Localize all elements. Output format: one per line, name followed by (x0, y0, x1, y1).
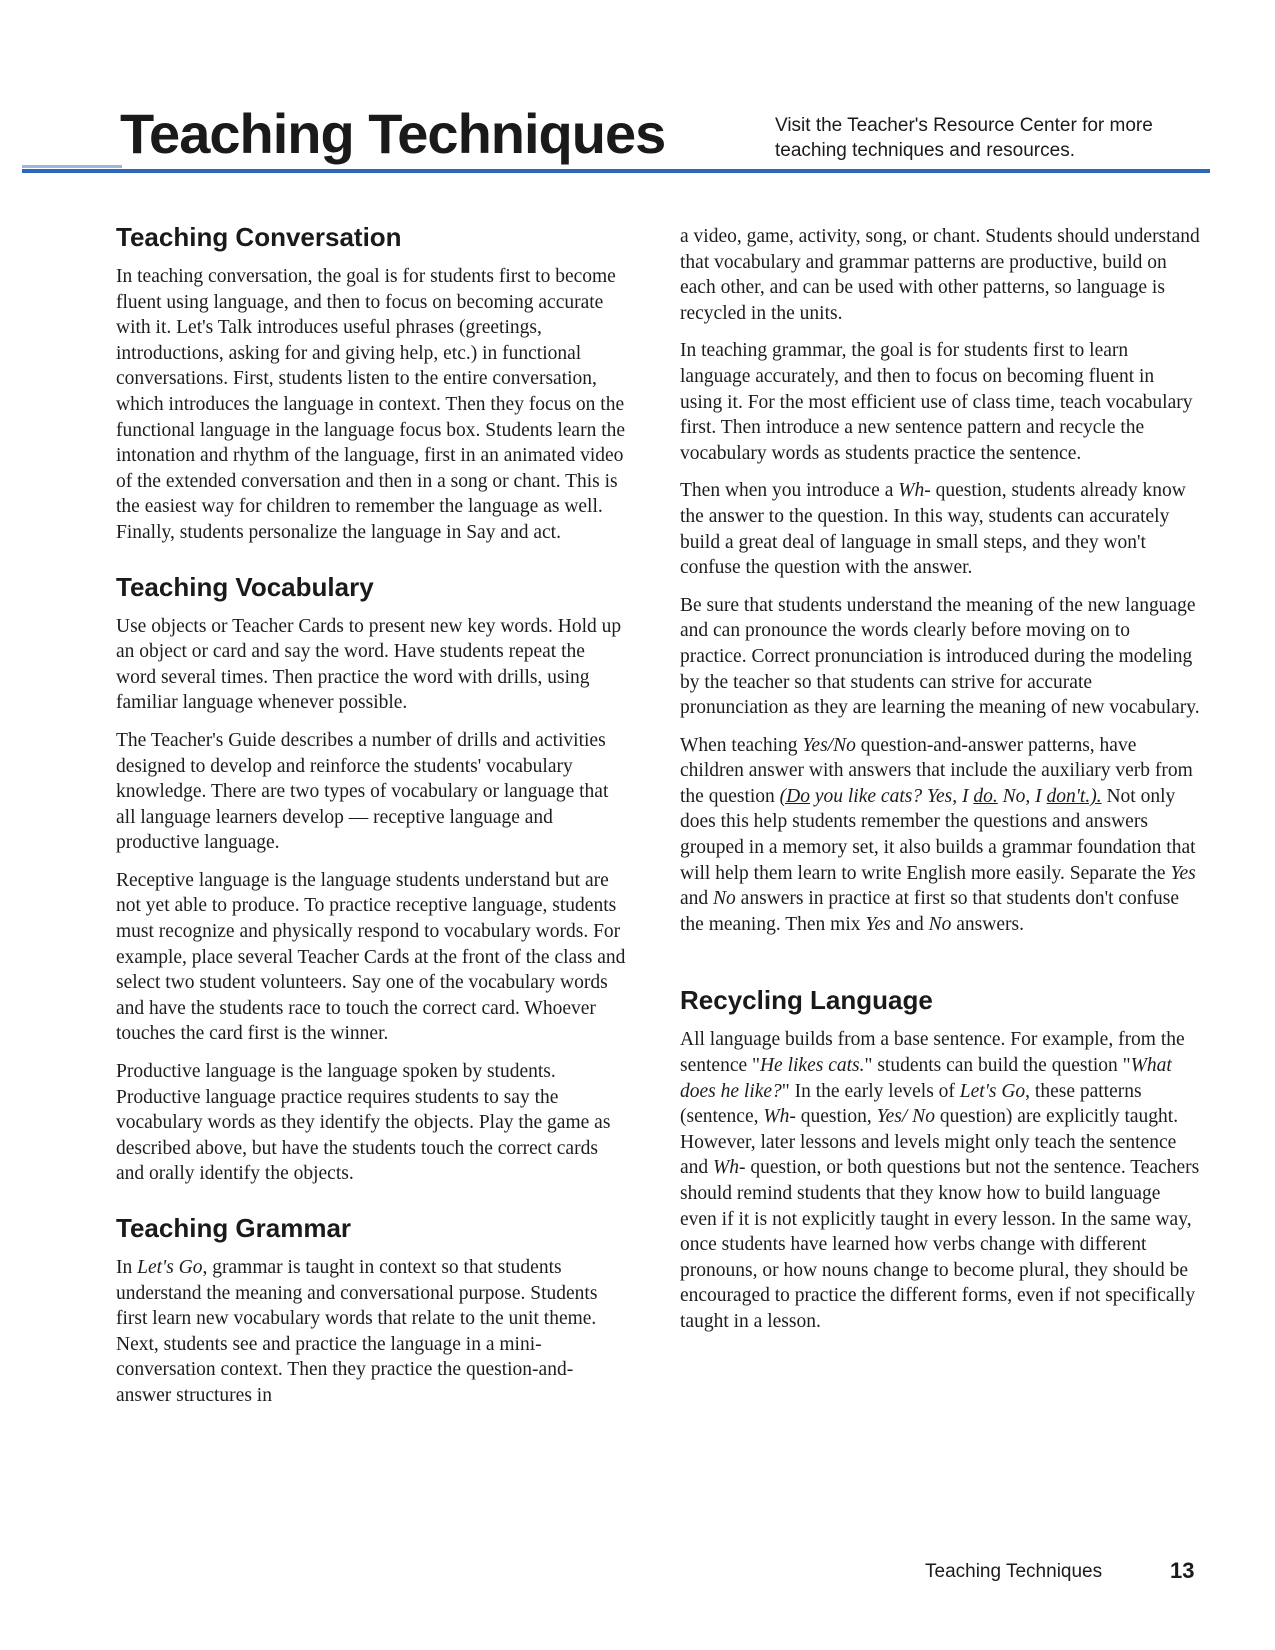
grammar-paragraph-1-continued: a video, game, activity, song, or chant. Students should understand that vocabulary and grammar patterns are productive, build on each other, and can be used with other patterns, so language is recycled in the units. (680, 226, 1200, 324)
grammar-paragraph-3: Then when you introduce a Wh- question, students already know the answer to the question. In this way, students can accurately build a great deal of language in small steps, and they won't confuse the question with the answer. (680, 480, 1186, 579)
footer-section-label: Teaching Techniques (925, 1561, 1103, 1582)
grammar-paragraph-4: Be sure that students understand the meaning of the new language and can pronounce the words clearly before moving on to practice. Correct pronunciation is introduced during the modeling by the teacher so that students can strive for accurate pronunciation as they are learning the meaning of new vocabulary. (680, 594, 1200, 719)
vocabulary-paragraph-4: Productive language is the language spoken by students. Productive language practice requires students to say the vocabulary words as they identify the objects. Play the game as described above, but have the students touch the correct cards and orally identify the objects. (116, 1061, 611, 1185)
conversation-paragraph: In teaching conversation, the goal is for students first to become fluent using language, and then to focus on becoming accurate with it. Let's Talk introduces useful phrases (greetings, introductions, asking for and giving help, etc.) in functional conversations. First, students listen to the entire conversation, which introduces the language in context. Then they focus on the functional language in the language focus box. Students learn the intonation and rhythm of the language, first in an animated video of the extended conversation and then in a song or chant. This is the easiest way for children to remember the language as well. Finally, students personalize the language in Say and act. (116, 266, 626, 543)
section-heading-grammar: Teaching Grammar (116, 1213, 352, 1243)
vocabulary-paragraph-2: The Teacher's Guide describes a number of drills and activities designed to develop and reinforce the students' vocabulary knowledge. There are two types of vocabulary or language that all language learners develop — receptive language and productive language. (116, 729, 609, 854)
page-title: Teaching Techniques (120, 102, 666, 165)
section-heading-recycling: Recycling Language (680, 985, 933, 1016)
section-heading-vocabulary: Teaching Vocabulary (116, 571, 374, 602)
grammar-paragraph-5: When teaching Yes/No question-and-answer patterns, have children answer with answers that include the auxiliary verb from the question (Do you like cats? Yes, I do. No, I don't.). Not only does this help students remember the questions and answers grouped in a memory set, it also builds a grammar foundation that will help them learn to write English more easily. Separate the Yes and No answers in practice at first so that students don't confuse the meaning. Then mix Yes and No answers. (680, 734, 1196, 935)
grammar-paragraph-1: In Let's Go, grammar is taught in context so that students understand the meaning and conversational purpose. Students first learn new vocabulary words that relate to the unit theme. Next, students see and practice the language in a mini-conversation context. Then they practice the question-and-answer structures in (116, 1257, 598, 1406)
right-column (680, 224, 1200, 1347)
left-column (116, 222, 626, 1421)
vocabulary-paragraph-3: Receptive language is the language students understand but are not yet able to produce. To practice receptive language, students must recognize and physically respond to vocabulary words. For example, place several Teacher Cards at the front of the class and select two student volunteers. Say one of the vocabulary words and have the students race to touch the correct card. Whoever touches the card first is the winner. (116, 869, 626, 1045)
grammar-paragraph-2: In teaching grammar, the goal is for students first to learn language accurately, and then to focus on becoming fluent in using it. For the most efficient use of class time, teach vocabulary first. Then introduce a new sentence pattern and recycle the vocabulary words as students practice the sentence. (680, 340, 1193, 464)
section-heading-conversation: Teaching Conversation (116, 222, 402, 252)
header-rule (22, 169, 1210, 173)
vocabulary-paragraph-1: Use objects or Teacher Cards to present new key words. Hold up an object or card and say the word. Have students repeat the word several times. Then practice the word with drills, using familiar language whenever possible. (116, 615, 622, 714)
resource-center-note: Visit the Teacher's Resource Center for more teaching techniques and resources. (775, 115, 1153, 161)
header-rule-accent (22, 165, 122, 168)
page-number: 13 (1170, 1558, 1195, 1583)
recycling-paragraph: All language builds from a base sentence. For example, from the sentence "He likes cats." students can build the question "What does he like?" In the early levels of Let's Go, these patterns (sentence, Wh- question, Yes/ No question) are explicitly taught. However, later lessons and levels might only teach the sentence and Wh- question, or both questions but not the sentence. Teachers should remind students that they know how to build language even if it is not explicitly taught in every lesson. In the same way, once students have learned how verbs change with different pronouns, or how nouns change to become plural, they should be encouraged to practice the different forms, even if not specifically taught in a lesson. (680, 1029, 1200, 1332)
